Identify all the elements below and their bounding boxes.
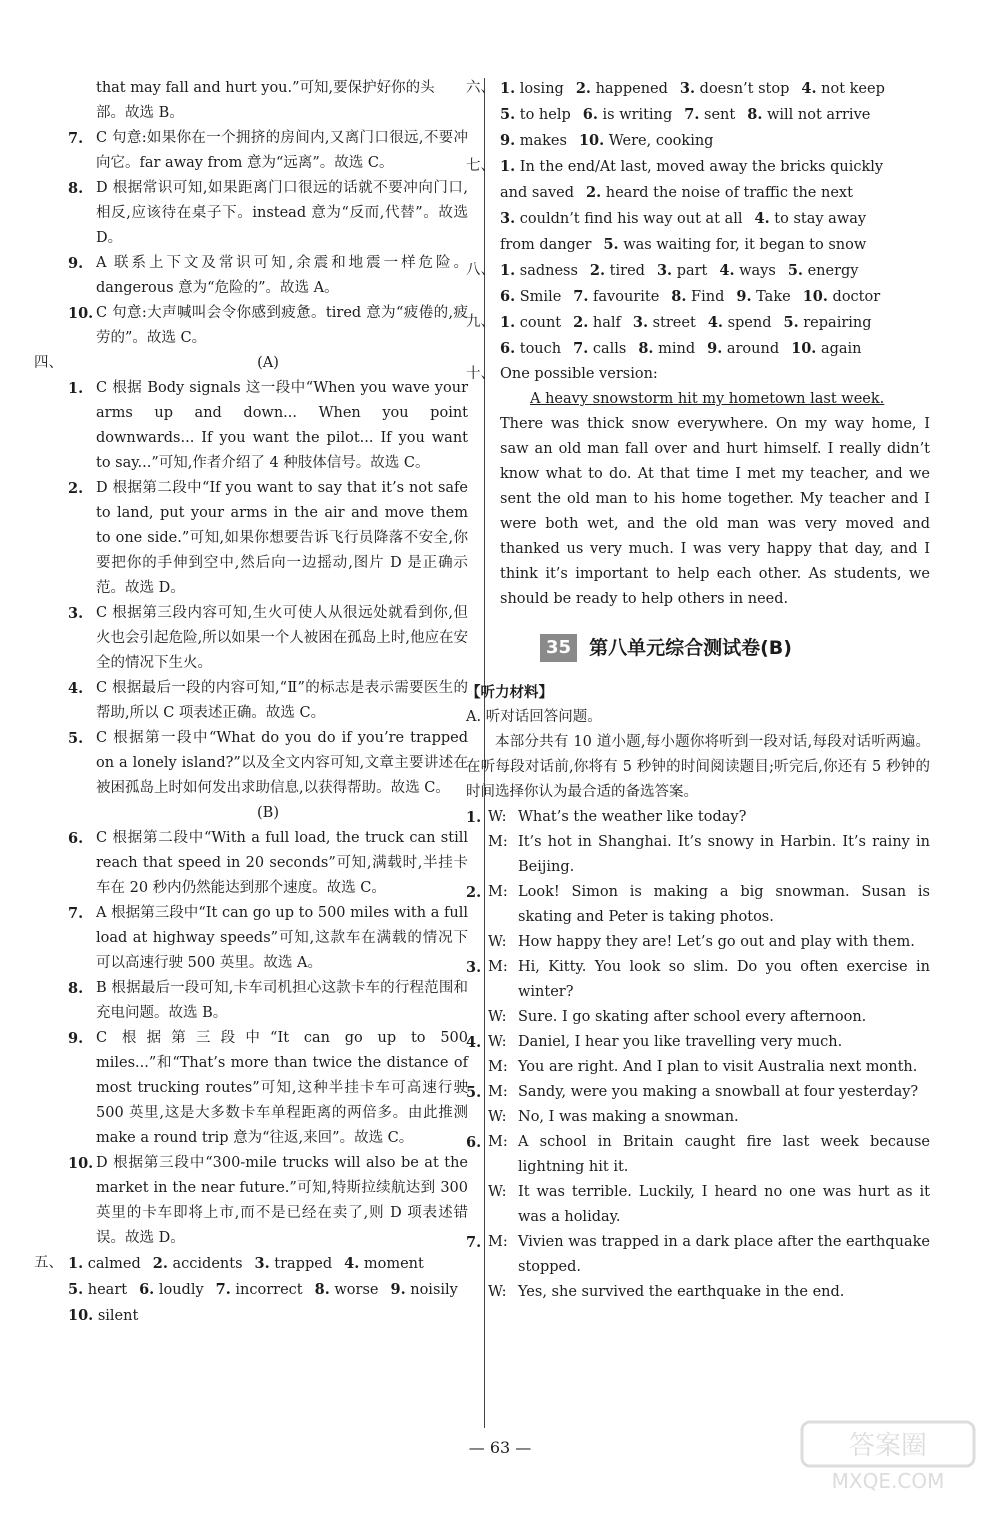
answer-item xyxy=(68,1026,468,1151)
answer-entry xyxy=(719,263,775,279)
answer-text: A 根据第三段中“It can go up to 500 miles with a full load at highway speeds”可知,这款车在满载的情况下可以高速行驶 500 英里。故选 A。 xyxy=(96,905,468,971)
part-a-label: A. 听对话回答问题。 xyxy=(466,709,602,725)
speaker-label: W: xyxy=(488,934,507,950)
section-label: 十、 xyxy=(466,366,495,382)
answer-entry xyxy=(500,211,743,227)
answer-item xyxy=(68,601,468,676)
answer-text: C 根据 Body signals 这一段中“When you wave your arms up and down... When you point downwards... If you want the pilot... If you want to say...”可知,作者介绍了 4 种肢体信号。故选 C。 xyxy=(96,380,468,471)
answer-item xyxy=(68,251,468,301)
answer-word: trapped xyxy=(274,1256,333,1272)
answer-number: 8. xyxy=(68,180,84,197)
answer-entry xyxy=(633,315,696,331)
answer-entry xyxy=(784,315,872,331)
dialogue-text: You are right. And I plan to visit Australia next month. xyxy=(518,1059,918,1075)
dialogue-number: 2. xyxy=(466,884,482,901)
right-column xyxy=(466,76,930,1305)
answer-entry xyxy=(680,81,789,97)
answer-text: C 根据第三段中“It can go up to 500 miles...”和“That’s more than twice the distance of most trucking routes”可知,这种半挂卡车可高速行驶 500 英里,这是大多数卡车单程距离的两倍多。由此推测 make a round trip 意为“往返,来回”。故选 C。 xyxy=(96,1030,468,1146)
answer-word: accidents xyxy=(172,1256,243,1272)
answer-number: 5. xyxy=(787,262,803,279)
answer-item xyxy=(68,376,468,476)
dialogue-text: How happy they are! Let’s go out and play with them. xyxy=(518,934,915,950)
answer-entry xyxy=(583,107,673,123)
answer-number: 4. xyxy=(754,210,770,227)
speaker-label: W: xyxy=(488,1184,507,1200)
answer-entry xyxy=(500,315,561,331)
answer-word: will not arrive xyxy=(766,107,871,123)
answer-entry xyxy=(791,341,861,357)
answer-word: Find xyxy=(691,289,725,305)
section-5 xyxy=(34,1251,468,1329)
dialogue-text: Sure. I go skating after school every afternoon. xyxy=(518,1009,867,1025)
dialogue-line xyxy=(466,805,930,830)
dialogue-text: Hi, Kitty. You look so slim. Do you often exercise in winter? xyxy=(518,959,930,1000)
answer-word: part xyxy=(676,263,708,279)
answer-word: tired xyxy=(609,263,645,279)
answer-text: C 句意:如果你在一个拥挤的房间内,又离门口很远,不要冲向它。far away from 意为“远离”。故选 C。 xyxy=(96,130,468,171)
answer-word: sadness xyxy=(519,263,578,279)
answer-entry xyxy=(671,289,724,305)
answer-word: incorrect xyxy=(235,1282,303,1298)
answer-item xyxy=(68,826,468,901)
dialogue-line xyxy=(466,930,930,955)
answer-number: 2. xyxy=(68,480,84,497)
answer-word: around xyxy=(726,341,780,357)
answers-4b xyxy=(68,826,468,1251)
answer-word: again xyxy=(820,341,862,357)
answer-text: C 句意:大声喊叫会令你感到疲惫。tired 意为“疲倦的,疲劳的”。故选 C。 xyxy=(96,305,468,346)
answer-entry xyxy=(68,1282,127,1298)
section-9 xyxy=(466,310,930,362)
dialogue-number: 5. xyxy=(466,1084,482,1101)
unit-title: 第八单元综合测试卷(B) xyxy=(589,636,792,659)
answer-line xyxy=(500,232,930,258)
essay-heading: One possible version: xyxy=(500,366,658,382)
answer-entry xyxy=(801,81,885,97)
essay-title: A heavy snowstorm hit my hometown last week. xyxy=(530,391,885,407)
answer-word: to help xyxy=(519,107,571,123)
section-6-answers xyxy=(500,76,930,154)
answer-entry xyxy=(803,289,880,305)
dialogue-text: A school in Britain caught fire last week because lightning hit it. xyxy=(518,1134,930,1175)
answer-entry xyxy=(708,315,772,331)
answer-text: A 联系上下文及常识可知,余震和地震一样危险。dangerous 意为“危险的”。故选 A。 xyxy=(96,255,468,296)
answers-4a xyxy=(68,376,468,801)
dialogue-line xyxy=(466,1030,930,1055)
dialogue-line xyxy=(466,1180,930,1230)
dialogue-line xyxy=(466,1055,930,1080)
answer-entry xyxy=(500,289,561,305)
answer-word: heard the noise of traffic the next xyxy=(605,185,853,201)
carryover-line-2: 部。故选 B。 xyxy=(96,105,184,121)
answer-number: 10. xyxy=(802,288,828,305)
answer-number: 2. xyxy=(152,1255,168,1272)
answer-entry xyxy=(573,341,626,357)
answer-word: moment xyxy=(363,1256,424,1272)
section-8 xyxy=(466,258,930,310)
answer-entry xyxy=(573,289,659,305)
answer-line xyxy=(500,310,930,336)
answer-word: not keep xyxy=(821,81,885,97)
answer-line xyxy=(500,336,930,362)
answer-number: 1. xyxy=(68,380,84,397)
answer-number: 1. xyxy=(500,80,516,97)
answer-number: 9. xyxy=(500,132,516,149)
answer-number: 7. xyxy=(68,130,84,147)
answer-number: 9. xyxy=(736,288,752,305)
answer-text: C 根据最后一段的内容可知,“Ⅱ”的标志是表示需要医生的帮助,所以 C 项表述正确。故选 C。 xyxy=(96,680,468,721)
answer-word: worse xyxy=(334,1282,379,1298)
dialogue-text: No, I was making a snowman. xyxy=(518,1109,739,1125)
answer-item xyxy=(68,301,468,351)
answer-word: doctor xyxy=(832,289,881,305)
answer-entry xyxy=(755,211,867,227)
answer-entry xyxy=(747,107,870,123)
answer-entry xyxy=(500,341,561,357)
answer-line xyxy=(500,258,930,284)
answer-entry xyxy=(500,81,564,97)
answer-word: silent xyxy=(97,1308,139,1324)
answer-word: mind xyxy=(658,341,696,357)
section-label: 九、 xyxy=(466,314,495,330)
speaker-label: M: xyxy=(488,1234,508,1250)
dialogue-line xyxy=(466,1230,930,1280)
answer-word: energy xyxy=(807,263,859,279)
dialogue-text: Yes, she survived the earthquake in the end. xyxy=(518,1284,845,1300)
answer-number: 5. xyxy=(500,106,516,123)
svg-text:答案圈: 答案圈 xyxy=(848,1431,928,1461)
dialogue-line xyxy=(466,880,930,930)
answer-text: C 根据第三段内容可知,生火可使人从很远处就看到你,但火也会引起危险,所以如果一个人被困在孤岛上时,他应在安全的情况下生火。 xyxy=(96,605,468,671)
answer-number: 10. xyxy=(68,1155,94,1172)
answer-number: 2. xyxy=(589,262,606,279)
answer-word: couldn’t find his way out at all xyxy=(519,211,743,227)
answer-text: D 根据常识可知,如果距离门口很远的话就不要冲向门口,相反,应该待在桌子下。instead 意为“反而,代替”。故选 D。 xyxy=(96,180,468,246)
answer-line xyxy=(68,1303,468,1329)
answer-number: 3. xyxy=(679,80,696,97)
answer-entry xyxy=(736,289,790,305)
answer-line xyxy=(500,128,930,154)
answer-word: is writing xyxy=(602,107,673,123)
answer-number: 3. xyxy=(500,210,516,227)
dialogue-text: Sandy, were you making a snowball at four yesterday? xyxy=(518,1084,919,1100)
dialogue-number: 1. xyxy=(466,809,482,826)
answer-item xyxy=(68,1151,468,1251)
answer-item xyxy=(68,676,468,726)
essay-body: There was thick snow everywhere. On my way home, I saw an old man fall over and hurt himself. I really didn’t know what to do. At that time I met my teacher, and we sent the old man to his home together. My teacher and I were both wet, and the old man was very moved and thanked us very much. I was very happy that day, and I think it’s important to help each other. As students, we should be ready to help others in need. xyxy=(500,416,930,607)
answer-entry xyxy=(500,263,578,279)
answer-text: D 根据第二段中“If you want to say that it’s not safe to land, put your arms in the air and move them to one side.”可知,如果你想要告诉飞行员降落不安全,你要把你的手伸到空中,然后向一边摇动,图片 D 是正确示范。故选 D。 xyxy=(96,480,468,596)
answer-word: half xyxy=(592,315,621,331)
answer-entry xyxy=(603,237,866,253)
answer-word: from danger xyxy=(500,237,592,253)
section-6 xyxy=(466,76,930,154)
speaker-label: M: xyxy=(488,1084,508,1100)
answer-entry xyxy=(684,107,735,123)
speaker-label: M: xyxy=(488,1059,508,1075)
answer-entry xyxy=(586,185,853,201)
dialogue-line xyxy=(466,830,930,880)
answer-word: calmed xyxy=(87,1256,141,1272)
answer-number: 5. xyxy=(603,236,619,253)
answer-number: 5. xyxy=(783,314,799,331)
answer-number: 7. xyxy=(684,106,700,123)
answer-word: happened xyxy=(595,81,668,97)
answer-word: to stay away xyxy=(774,211,867,227)
section-5-answers xyxy=(68,1251,468,1329)
answer-number: 1. xyxy=(500,262,516,279)
dialogue-text: Vivien was trapped in a dark place after the earthquake stopped. xyxy=(518,1234,930,1275)
section-8-answers xyxy=(500,258,930,310)
dialogue-list xyxy=(466,805,930,1305)
listening-label: 【听力材料】 xyxy=(466,684,553,701)
speaker-label: M: xyxy=(488,834,508,850)
dialogue-number: 6. xyxy=(466,1134,482,1151)
answer-number: 3. xyxy=(656,262,673,279)
answer-word: sent xyxy=(704,107,736,123)
answer-item xyxy=(68,901,468,976)
speaker-label: W: xyxy=(488,1009,507,1025)
answer-entry xyxy=(500,237,591,253)
answer-number: 4. xyxy=(719,262,735,279)
section-10 xyxy=(466,362,930,387)
answer-number: 9. xyxy=(707,340,723,357)
answer-word: favourite xyxy=(593,289,660,305)
answer-number: 9. xyxy=(68,1030,84,1047)
answer-entry xyxy=(500,133,567,149)
answer-number: 1. xyxy=(500,314,516,331)
answer-number: 9. xyxy=(390,1281,406,1298)
answer-number: 8. xyxy=(68,980,84,997)
answer-word: Were, cooking xyxy=(608,133,714,149)
answer-line xyxy=(500,76,930,102)
unit-header xyxy=(540,634,930,662)
answer-entry xyxy=(500,185,574,201)
answer-number: 3. xyxy=(68,605,84,622)
answer-item xyxy=(68,476,468,601)
section-label: 四、 xyxy=(34,355,63,371)
answer-number: 10. xyxy=(68,305,94,322)
dialogue-number: 3. xyxy=(466,959,482,976)
section-label: 八、 xyxy=(466,262,495,278)
answer-item xyxy=(68,126,468,176)
subsection-b-label: (B) xyxy=(257,805,279,821)
answer-number: 7. xyxy=(68,905,84,922)
answer-word: and saved xyxy=(500,185,575,201)
speaker-label: W: xyxy=(488,809,507,825)
unit-number-badge: 35 xyxy=(540,634,577,662)
answer-number: 4. xyxy=(801,80,817,97)
answer-entry xyxy=(788,263,859,279)
answer-number: 6. xyxy=(500,288,516,305)
answer-item xyxy=(68,976,468,1026)
answer-word: Take xyxy=(756,289,791,305)
answer-line xyxy=(500,180,930,206)
answer-entry xyxy=(153,1256,243,1272)
answer-line xyxy=(68,1277,468,1303)
answer-word: repairing xyxy=(803,315,872,331)
answers-section-3-tail xyxy=(68,126,468,351)
answer-number: 4. xyxy=(68,680,84,697)
answer-entry xyxy=(344,1256,424,1272)
answer-word: street xyxy=(652,315,696,331)
answer-number: 5. xyxy=(68,1281,84,1298)
dialogue-text: What’s the weather like today? xyxy=(518,809,747,825)
answer-number: 8. xyxy=(638,340,654,357)
answer-entry xyxy=(657,263,707,279)
answer-number: 1. xyxy=(500,158,516,175)
dialogue-number: 4. xyxy=(466,1034,482,1051)
answer-entry xyxy=(638,341,695,357)
answer-line xyxy=(500,206,930,232)
answer-entry xyxy=(590,263,645,279)
answer-number: 6. xyxy=(68,830,84,847)
answer-word: losing xyxy=(519,81,564,97)
answer-number: 6. xyxy=(139,1281,155,1298)
answer-number: 2. xyxy=(575,80,591,97)
answer-line xyxy=(500,284,930,310)
section-7-answers xyxy=(500,154,930,258)
answer-word: count xyxy=(519,315,562,331)
answer-number: 4. xyxy=(344,1255,360,1272)
answer-entry xyxy=(500,159,883,175)
answer-word: doesn’t stop xyxy=(699,81,790,97)
answer-number: 4. xyxy=(707,314,723,331)
part-a-instructions: 本部分共有 10 道小题,每小题你将听到一段对话,每段对话听两遍。在听每段对话前,你将有 5 秒钟的时间阅读题目;听完后,你还有 5 秒钟的时间选择你认为最合适的备选答案。 xyxy=(466,734,930,800)
answer-entry xyxy=(579,133,714,149)
answer-number: 2. xyxy=(573,314,589,331)
speaker-label: W: xyxy=(488,1109,507,1125)
answer-number: 10. xyxy=(68,1307,94,1324)
answer-text: C 根据第二段中“With a full load, the truck can still reach that speed in 20 seconds”可知,满载时,半挂卡车在 20 秒内仍然能达到那个速度。故选 C。 xyxy=(96,830,468,896)
answer-text: B 根据最后一段可知,卡车司机担心这款卡车的行程范围和充电问题。故选 B。 xyxy=(96,980,468,1021)
answer-entry xyxy=(576,81,668,97)
speaker-label: W: xyxy=(488,1284,507,1300)
answer-number: 3. xyxy=(254,1255,270,1272)
answer-entry xyxy=(500,107,571,123)
answer-entry xyxy=(255,1256,333,1272)
left-column xyxy=(34,76,468,1329)
dialogue-line xyxy=(466,1280,930,1305)
dialogue-line xyxy=(466,1105,930,1130)
page-number: — 63 — xyxy=(468,1438,532,1457)
dialogue-line xyxy=(466,1130,930,1180)
dialogue-number: 7. xyxy=(466,1234,482,1251)
answer-word: loudly xyxy=(158,1282,204,1298)
answer-item xyxy=(68,726,468,801)
answer-word: noisily xyxy=(410,1282,458,1298)
answer-number: 8. xyxy=(747,106,763,123)
dialogue-text: It’s hot in Shanghai. It’s snowy in Harbin. It’s rainy in Beijing. xyxy=(518,834,930,875)
section-label: 六、 xyxy=(466,80,495,96)
answer-word: ways xyxy=(739,263,776,279)
answer-number: 8. xyxy=(671,288,687,305)
speaker-label: M: xyxy=(488,1134,508,1150)
answer-number: 2. xyxy=(586,184,602,201)
speaker-label: W: xyxy=(488,1034,507,1050)
answer-word: calls xyxy=(592,341,627,357)
answer-line xyxy=(500,154,930,180)
answer-number: 9. xyxy=(68,255,84,272)
subsection-a-label: (A) xyxy=(257,355,279,371)
answer-number: 10. xyxy=(578,132,605,149)
section-7 xyxy=(466,154,930,258)
answer-entry xyxy=(390,1282,457,1298)
section-9-answers xyxy=(500,310,930,362)
answer-number: 7. xyxy=(215,1281,231,1298)
carryover-line-1: that may fall and hurt you.”可知,要保护好你的头 xyxy=(96,80,435,96)
answer-entry xyxy=(68,1256,141,1272)
answer-entry xyxy=(707,341,779,357)
answer-word: Smile xyxy=(519,289,562,305)
answer-word: heart xyxy=(87,1282,128,1298)
answer-number: 10. xyxy=(791,340,817,357)
dialogue-text: Look! Simon is making a big snowman. Susan is skating and Peter is taking photos. xyxy=(518,884,930,925)
answer-number: 5. xyxy=(68,730,84,747)
answer-word: In the end/At last, moved away the bricks quickly xyxy=(519,159,884,175)
answer-number: 7. xyxy=(573,288,589,305)
watermark-logo xyxy=(798,1416,978,1496)
answer-entry xyxy=(573,315,621,331)
answer-text: C 根据第一段中“What do you do if you’re trapped on a lonely island?”以及全文内容可知,文章主要讲述在被困孤岛上时如何发出求助信息,以获得帮助。故选 C。 xyxy=(96,730,468,796)
answer-entry xyxy=(315,1282,379,1298)
answer-word: spend xyxy=(727,315,772,331)
answer-number: 6. xyxy=(500,340,516,357)
dialogue-line xyxy=(466,955,930,1005)
answer-number: 7. xyxy=(573,340,589,357)
speaker-label: M: xyxy=(488,959,508,975)
answer-word: makes xyxy=(519,133,567,149)
dialogue-text: Daniel, I hear you like travelling very much. xyxy=(518,1034,843,1050)
section-label: 五、 xyxy=(34,1255,63,1271)
speaker-label: M: xyxy=(488,884,508,900)
section-label: 七、 xyxy=(466,158,495,174)
answer-item xyxy=(68,176,468,251)
dialogue-line xyxy=(466,1080,930,1105)
answer-entry xyxy=(216,1282,303,1298)
dialogue-line xyxy=(466,1005,930,1030)
svg-text:MXQE.COM: MXQE.COM xyxy=(831,1469,945,1493)
answer-entry xyxy=(68,1308,138,1324)
answer-number: 8. xyxy=(314,1281,330,1298)
answer-text: D 根据第三段中“300-mile trucks will also be at the market in the near future.”可知,特斯拉续航达到 300 英里的卡车即将上市,而不是已经在卖了,则 D 项表述错误。故选 D。 xyxy=(96,1155,468,1246)
answer-number: 3. xyxy=(632,314,648,331)
answer-word: touch xyxy=(519,341,562,357)
answer-number: 6. xyxy=(582,106,598,123)
answer-line xyxy=(500,102,930,128)
answer-line xyxy=(68,1251,468,1277)
answer-number: 1. xyxy=(68,1255,84,1272)
dialogue-text: It was terrible. Luckily, I heard no one was hurt as it was a holiday. xyxy=(518,1184,930,1225)
section-4-header xyxy=(34,351,468,376)
answer-word: was waiting for, it began to snow xyxy=(623,237,867,253)
answer-entry xyxy=(139,1282,204,1298)
